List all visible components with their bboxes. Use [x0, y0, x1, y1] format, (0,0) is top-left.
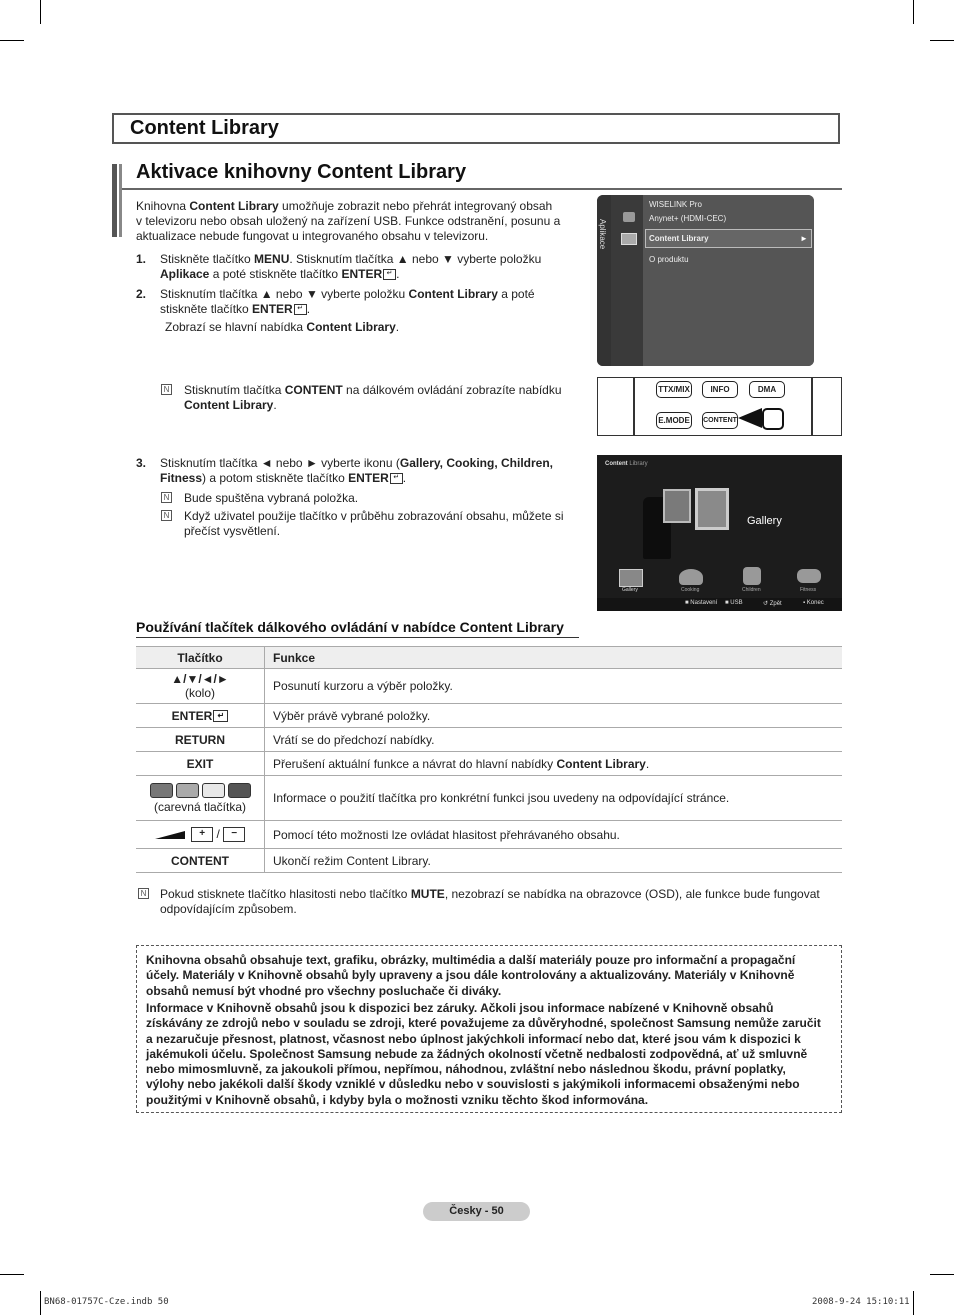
category-label-cooking: Cooking	[681, 587, 700, 593]
note-icon: N	[161, 384, 172, 395]
enter-icon: ↵	[390, 473, 403, 484]
picture-frame-image	[663, 489, 691, 523]
menu-item-wiselink[interactable]: WISELINK Pro	[649, 200, 702, 209]
disclaimer-line: a nezaručuje přesnost, platnost, včasnost nebo úplnost jakýchkoli informací nebo dat, které jsou vám k dispozici k	[146, 1032, 801, 1046]
table-desc-cell: Vrátí se do předchozí nabídky.	[265, 728, 843, 752]
color-buttons-icon	[144, 783, 256, 798]
note-icon: N	[161, 510, 172, 521]
intro-line-2: v televizoru nebo obsah uložený na zařízení USB. Funkce odstranění, posunu a	[136, 214, 561, 228]
disclaimer-line: použitými v Knihovně obsahů, i kdyby byla o možnosti vzniku těchto škod informována.	[146, 1093, 649, 1107]
content-library-screenshot	[597, 455, 842, 611]
subsection-rule	[122, 188, 842, 190]
remote-info-button[interactable]: INFO	[702, 381, 738, 398]
table-row	[136, 776, 842, 821]
enter-icon: ↵	[383, 269, 396, 280]
footer-zpet: ↺ Zpět	[763, 601, 782, 607]
section-title: Content Library	[130, 117, 279, 139]
fitness-icon[interactable]	[797, 569, 821, 583]
table-row	[136, 704, 842, 728]
remote-ttx-mix-button[interactable]: TTX/MIX	[656, 381, 692, 398]
table-row	[136, 728, 842, 752]
volume-up-icon: +	[191, 827, 213, 842]
cooking-icon[interactable]	[679, 569, 703, 585]
print-date-info: 2008-9-24 15:10:11	[812, 1297, 910, 1307]
menu-item-anynet[interactable]: Anynet+ (HDMI-CEC)	[649, 214, 727, 223]
subsection-title: Aktivace knihovny Content Library	[136, 161, 467, 183]
step-2-line-3: Zobrazí se hlavní nabídka Content Library.	[165, 320, 400, 334]
step-1-number: 1.	[136, 252, 147, 266]
step-3-line-1: Stisknutím tlačítka ◄ nebo ► vyberte ikonu (Gallery, Cooking, Children,	[160, 456, 553, 470]
note-3-line-1: Když uživatel použije tlačítko v průběhu zobrazování obsahu, můžete si	[184, 509, 564, 523]
step-2-line-2: stiskněte tlačítko ENTER ↵ .	[160, 302, 311, 316]
note-icon: N	[161, 492, 172, 503]
table-header-function: Funkce	[265, 647, 843, 669]
table-desc-cell: Ukončí režim Content Library.	[265, 849, 843, 873]
step-3-number: 3.	[136, 456, 147, 470]
table-desc-cell: Informace o použití tlačítka pro konkrétní funkci jsou uvedeny na odpovídající stránce.	[265, 776, 843, 821]
table-desc-cell: Pomocí této možnosti lze ovládat hlasitost přehrávaného obsahu.	[265, 821, 843, 849]
table-header-button: Tlačítko	[136, 647, 265, 669]
note-4-line-1: Pokud stisknete tlačítko hlasitosti nebo tlačítko MUTE, nezobrazí se nabídka na obrazovce (OSD), ale funkce bude fungovat	[160, 887, 820, 901]
table-heading-rule	[136, 637, 579, 638]
category-label-children: Children	[742, 587, 761, 593]
application-icon	[621, 233, 637, 245]
pointer-icon	[738, 408, 762, 428]
table-heading: Používání tlačítek dálkového ovládání v nabídce Content Library	[136, 619, 564, 635]
table-row	[136, 669, 842, 704]
note-1-line-2: Content Library.	[184, 398, 277, 412]
picture-frame-image	[695, 488, 729, 530]
category-label-gallery: Gallery	[622, 587, 638, 593]
step-3-line-2: Fitness) a potom stiskněte tlačítko ENTER ↵ .	[160, 471, 407, 485]
table-key-cell: ENTER ↵	[136, 704, 265, 728]
disclaimer-line: nebo mimosmluvně, za jakoukoli přímou, nepřímou, náhodnou, zvláštní nebo následnou škodu, právní poplatky,	[146, 1062, 786, 1076]
page-number: Česky - 50	[423, 1202, 530, 1221]
footer-usb: ■ USB	[725, 600, 743, 606]
table-key-cell: + / −	[136, 821, 265, 849]
table-row	[136, 821, 842, 849]
footer-nastaveni: ■ Nastavení	[685, 600, 718, 606]
enter-icon: ↵	[294, 304, 307, 315]
remote-buttons-table	[136, 646, 842, 873]
disclaimer-line: výlohy nebo jakékoli další škody vzniklé v důsledku nebo v souvislosti s jakýmikoli informacemi obsaženými nebo	[146, 1077, 800, 1091]
pointer-icon-tail	[762, 408, 784, 430]
library-header: Content Library	[605, 461, 648, 467]
table-key-cell: CONTENT	[136, 849, 265, 873]
table-desc-cell: Posunutí kurzoru a výběr položky.	[265, 669, 843, 704]
remote-dma-button[interactable]: DMA	[749, 381, 785, 398]
menu-side-label: Aplikace	[598, 219, 607, 250]
disclaimer-line: Knihovna obsahů obsahuje text, grafiku, obrázky, multimédia a další materiály pouze pro informační a propagační	[146, 953, 796, 967]
disclaimer-line: obsahů nemusí být vhodné pro všechny posluchače či diváky.	[146, 984, 502, 998]
volume-icon	[155, 831, 185, 839]
subsection-marker	[112, 164, 117, 237]
application-icon	[623, 212, 635, 222]
footer-konec: ▪ Konec	[803, 600, 824, 606]
table-key-cell: EXIT	[136, 752, 265, 776]
table-row	[136, 849, 842, 873]
table-header-row	[136, 647, 842, 669]
children-icon[interactable]	[743, 567, 761, 585]
table-desc-cell: Výběr právě vybrané položky.	[265, 704, 843, 728]
step-2-line-1: Stisknutím tlačítka ▲ nebo ▼ vyberte položku Content Library a poté	[160, 287, 535, 301]
disclaimer-line: získávány ze zdrojů nebo v souladu se zdroji, které považujeme za důvěryhodné, společnost Samsung nemůže zaručit	[146, 1016, 821, 1030]
note-icon: N	[138, 888, 149, 899]
table-desc-cell: Přerušení aktuální funkce a návrat do hlavní nabídky Content Library.	[265, 752, 843, 776]
disclaimer-line: Informace v Knihovně obsahů jsou k dispozici bez záruky. Ačkoli jsou informace nabízené v Knihovně obsahů	[146, 1001, 774, 1015]
remote-emode-button[interactable]: E.MODE	[656, 412, 692, 429]
arrow-right-icon: ►	[800, 234, 808, 243]
table-key-cell: RETURN	[136, 728, 265, 752]
table-row	[136, 752, 842, 776]
subsection-marker-inner	[119, 164, 122, 237]
menu-item-o-produktu[interactable]: O produktu	[649, 255, 689, 264]
note-1-line-1: Stisknutím tlačítka CONTENT na dálkovém ovládání zobrazíte nabídku	[184, 383, 562, 397]
print-file-info: BN68-01757C-Cze.indb 50	[44, 1297, 169, 1307]
step-1-line-1: Stiskněte tlačítko MENU. Stisknutím tlačítka ▲ nebo ▼ vyberte položku	[160, 252, 542, 266]
table-key-cell: (carevná tlačítka)	[136, 776, 265, 821]
note-2: Bude spuštěna vybraná položka.	[184, 491, 359, 505]
menu-screenshot	[597, 195, 814, 366]
selected-category-label: Gallery	[747, 515, 782, 527]
category-label-fitness: Fitness	[800, 587, 817, 593]
remote-illustration	[597, 377, 842, 436]
volume-down-icon: −	[223, 827, 245, 842]
disclaimer-line: účely. Materiály v Knihovně obsahů byly upraveny a jsou dále kontrolovány a aktualizovány. Materiály v Knihovně	[146, 968, 795, 982]
note-4-line-2: odpovídajícím způsobem.	[160, 902, 297, 916]
gallery-icon[interactable]	[619, 569, 643, 587]
step-2-number: 2.	[136, 287, 147, 301]
intro-line-3: aktualizace nebude fungovat u integrovaného obsahu v televizoru.	[136, 229, 489, 243]
menu-item-content-library[interactable]: Content Library	[649, 234, 709, 243]
remote-content-button[interactable]: CONTENT	[702, 412, 738, 429]
note-3-line-2: přečíst vysvětlení.	[184, 524, 281, 538]
enter-icon: ↵	[213, 710, 228, 722]
disclaimer-line: jakémukoli účelu. Společnost Samsung nebude za žádných okolností včetně nedbalosti zodpovědná, ať už smluvně	[146, 1047, 808, 1061]
table-key-cell: ▲/▼/◄/► (kolo)	[136, 669, 265, 704]
step-1-line-2: Aplikace a poté stiskněte tlačítko ENTER ↵ .	[160, 267, 400, 281]
intro-line-1: Knihovna Content Library umožňuje zobrazit nebo přehrát integrovaný obsah	[136, 199, 553, 213]
